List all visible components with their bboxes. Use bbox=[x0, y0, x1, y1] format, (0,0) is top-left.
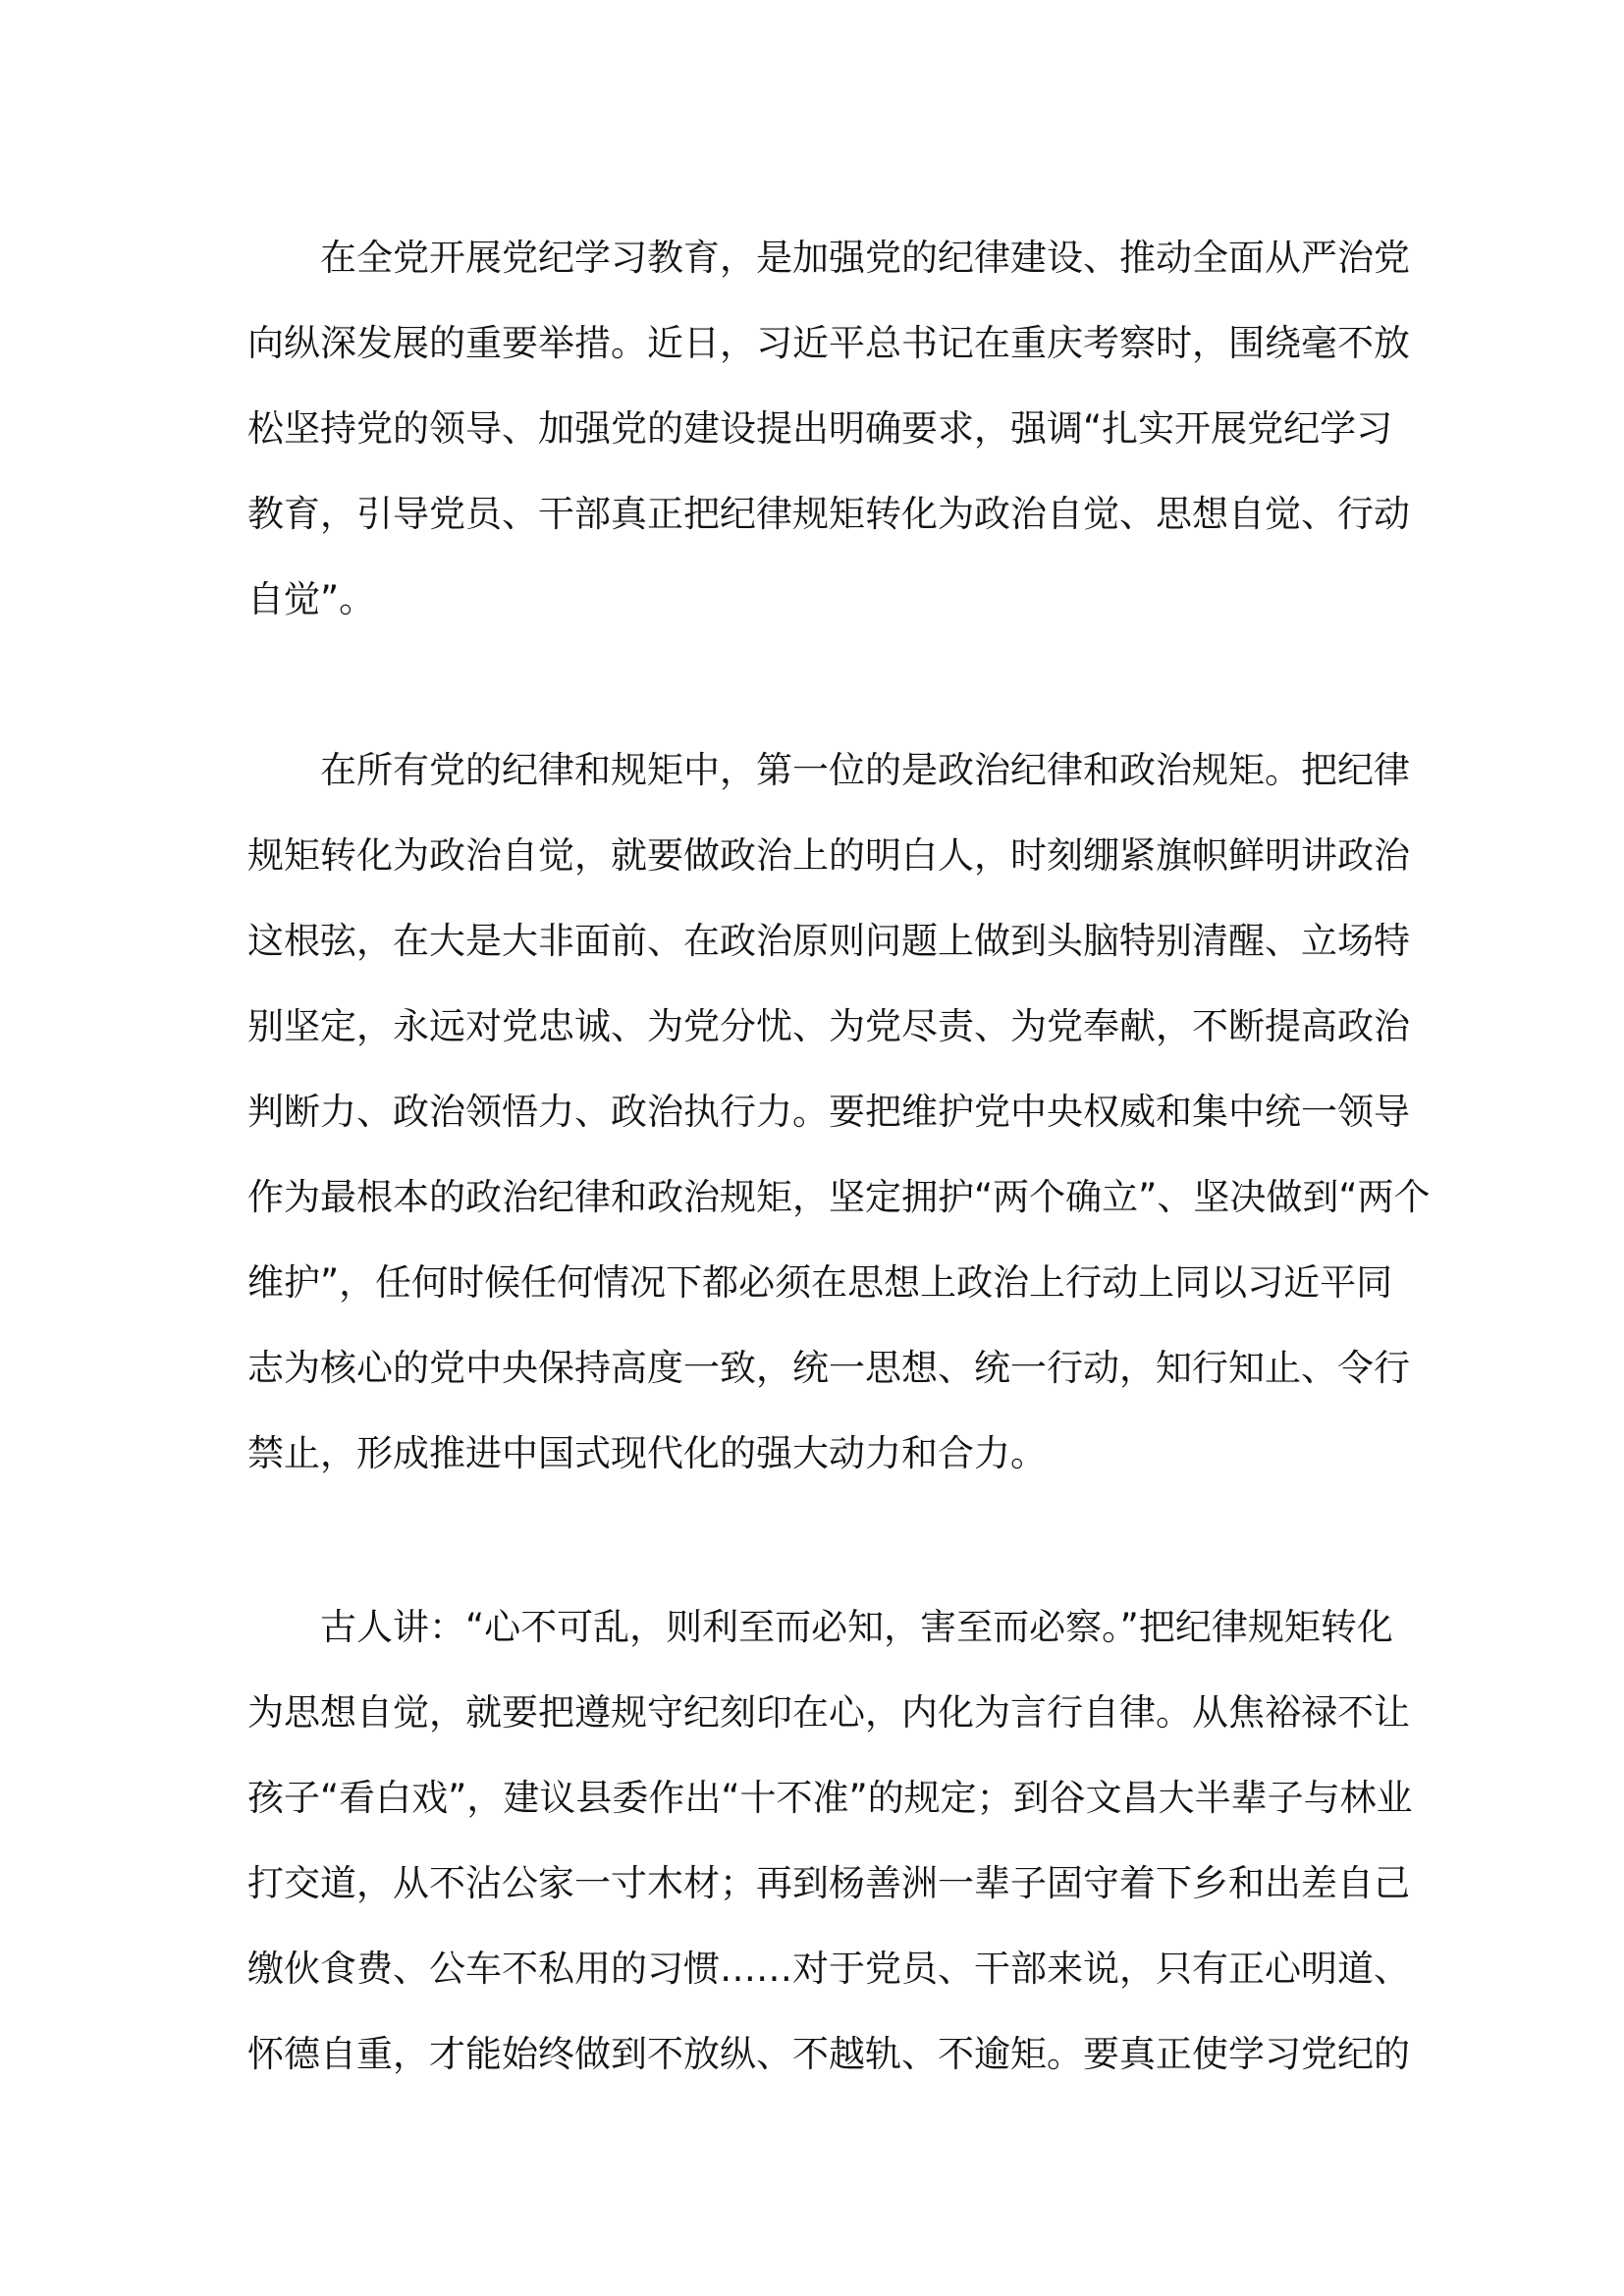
text-line: 维护”，任何时候任何情况下都必须在思想上政治上行动上同以习近平同 bbox=[247, 1261, 1393, 1304]
text-line: 孩子“看白戏”，建议县委作出“十不准”的规定；到谷文昌大半辈子与林业 bbox=[247, 1777, 1413, 1819]
text-line: 松坚持党的领导、加强党的建设提出明确要求，强调“扎实开展党纪学习 bbox=[247, 407, 1393, 450]
text-line: 志为核心的党中央保持高度一致，统一思想、统一行动，知行知止、令行 bbox=[247, 1347, 1410, 1389]
text-line: 教育，引导党员、干部真正把纪律规矩转化为政治自觉、思想自觉、行动 bbox=[247, 493, 1410, 535]
text-line: 在所有党的纪律和规矩中，第一位的是政治纪律和政治规矩。把纪律 bbox=[320, 749, 1410, 791]
text-line: 古人讲：“心不可乱，则利至而必知，害至而必察。”把纪律规矩转化 bbox=[320, 1606, 1393, 1648]
text-line: 在全党开展党纪学习教育，是加强党的纪律建设、推动全面从严治党 bbox=[320, 237, 1410, 279]
text-line: 这根弦，在大是大非面前、在政治原则问题上做到头脑特别清醒、立场特 bbox=[247, 920, 1410, 962]
text-line: 打交道，从不沾公家一寸木材；再到杨善洲一辈子固守着下乡和出差自己 bbox=[247, 1862, 1410, 1904]
text-line: 自觉”。 bbox=[247, 578, 376, 620]
text-line: 向纵深发展的重要举措。近日，习近平总书记在重庆考察时，围绕毫不放 bbox=[247, 322, 1410, 364]
text-line: 作为最根本的政治纪律和政治规矩，坚定拥护“两个确立”、坚决做到“两个 bbox=[247, 1176, 1431, 1218]
text-line: 禁止，形成推进中国式现代化的强大动力和合力。 bbox=[247, 1432, 1047, 1474]
text-line: 判断力、政治领悟力、政治执行力。要把维护党中央权威和集中统一领导 bbox=[247, 1091, 1410, 1133]
text-line: 怀德自重，才能始终做到不放纵、不越轨、不逾矩。要真正使学习党纪的 bbox=[247, 2033, 1410, 2075]
text-line: 缴伙食费、公车不私用的习惯……对于党员、干部来说，只有正心明道、 bbox=[247, 1948, 1410, 1990]
text-line: 为思想自觉，就要把遵规守纪刻印在心，内化为言行自律。从焦裕禄不让 bbox=[247, 1691, 1410, 1734]
text-line: 规矩转化为政治自觉，就要做政治上的明白人，时刻绷紧旗帜鲜明讲政治 bbox=[247, 834, 1410, 877]
text-line: 别坚定，永远对党忠诚、为党分忧、为党尽责、为党奉献，不断提高政治 bbox=[247, 1005, 1410, 1047]
